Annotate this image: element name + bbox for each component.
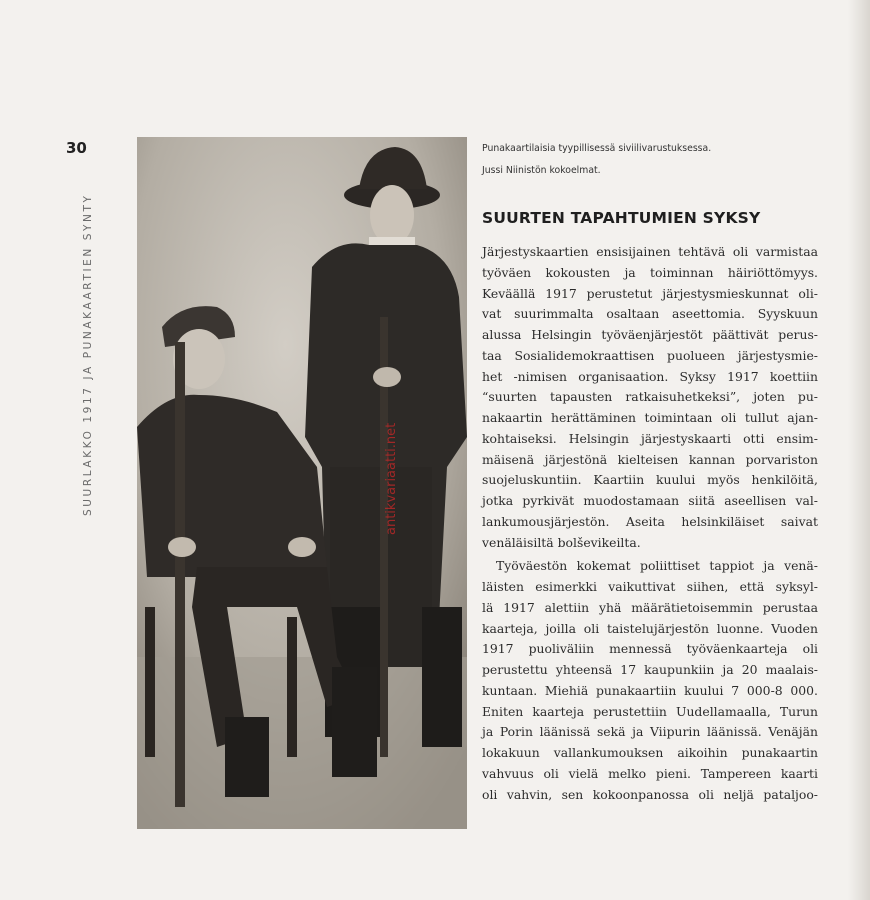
text-line: kaarteja, joilla oli taistelujärjestön luonne. Vuoden (482, 620, 818, 636)
text-line: vahvuus oli vielä melko pieni. Tampereen kaarti (482, 765, 818, 781)
text-line: mäisenä järjestönä kielteisen kannan porvariston (482, 451, 818, 467)
text-line: perustettu yhteensä 17 kaupunkiin ja 20 maalais- (482, 662, 818, 677)
text-line: kuntaan. Miehiä punakaartiin kuului 7 000-8 000. (482, 682, 818, 698)
text-line: läisten esimerkki vaikuttivat siihen, että syksyl- (482, 579, 818, 594)
text-line: ja Porin läänissä sekä ja Viipurin läänissä. Venäjän (482, 724, 818, 740)
text-line: oli vahvin, sen kokoonpanossa oli neljä pataljoo- (482, 786, 818, 802)
text-line: suojeluskuntiin. Kaartiin kuului myös henkilöitä, (482, 472, 818, 488)
text-line: taa Sosialidemokraattisen puolueen järjestysmie- (482, 347, 818, 363)
photo-caption (482, 138, 772, 182)
text-line: het -nimisen organisaation. Syksy 1917 koettiin (482, 368, 818, 384)
text-line: lankumousjärjestön. Aseita helsinkiläiset saivat (482, 513, 818, 529)
section-heading: SUURTEN TAPAHTUMIEN SYKSY (482, 209, 761, 227)
text-line: nakaartin herättäminen toimintaan oli tullut ajan- (482, 410, 818, 425)
text-line: jotka pyrkivät muodostamaan siitä aseellisen val- (482, 493, 818, 508)
text-line: Järjestyskaartien ensisijainen tehtävä oli varmistaa (482, 244, 818, 259)
text-line: 1917 puoliväliin mennessä työväenkaarteja oli (482, 641, 818, 657)
text-line: vat suurimmalta osaltaan aseettomia. Syyskuun (482, 306, 818, 322)
text-line: työväen kokousten ja toiminnan häiriöttömyys. (482, 264, 818, 280)
paragraph-1 (482, 242, 818, 553)
body-text (482, 242, 818, 805)
caption-line-1: Punakaartilaisia tyypillisessä siviilivarustuksessa. (482, 143, 712, 154)
paragraph-2 (482, 556, 818, 805)
text-line: alussa Helsingin työväenjärjestöt päättivät perus- (482, 327, 818, 342)
caption-line-2: Jussi Niinistön kokoelmat. (482, 165, 601, 176)
text-line: Keväällä 1917 perustetut järjestysmieskunnat oli- (482, 285, 818, 301)
text-line: “suurten tapausten ratkaisuhetkeksi”, joten pu- (482, 389, 818, 405)
historical-photo (137, 137, 467, 829)
text-line: Eniten kaarteja perustettiin Uudellamaalla, Turun (482, 703, 818, 719)
running-head: SUURLAKKO 1917 JA PUNAKAARTIEN SYNTY (82, 193, 94, 516)
text-line: lokakuun vallankumouksen aikoihin punakaartin (482, 745, 818, 760)
text-line: Työväestön kokemat poliittiset tappiot ja venä- (496, 558, 818, 574)
text-line: lä 1917 alettiin yhä määrätietoisemmin perustaa (482, 599, 818, 615)
text-line: venäläisiltä bolševikeilta. (482, 534, 641, 550)
text-line: kohtaiseksi. Helsingin järjestyskaarti otti ensim- (482, 430, 818, 446)
page-number: 30 (66, 139, 87, 157)
watermark: antikvariaatti.net (384, 422, 399, 535)
page-edge-shadow (848, 0, 870, 900)
